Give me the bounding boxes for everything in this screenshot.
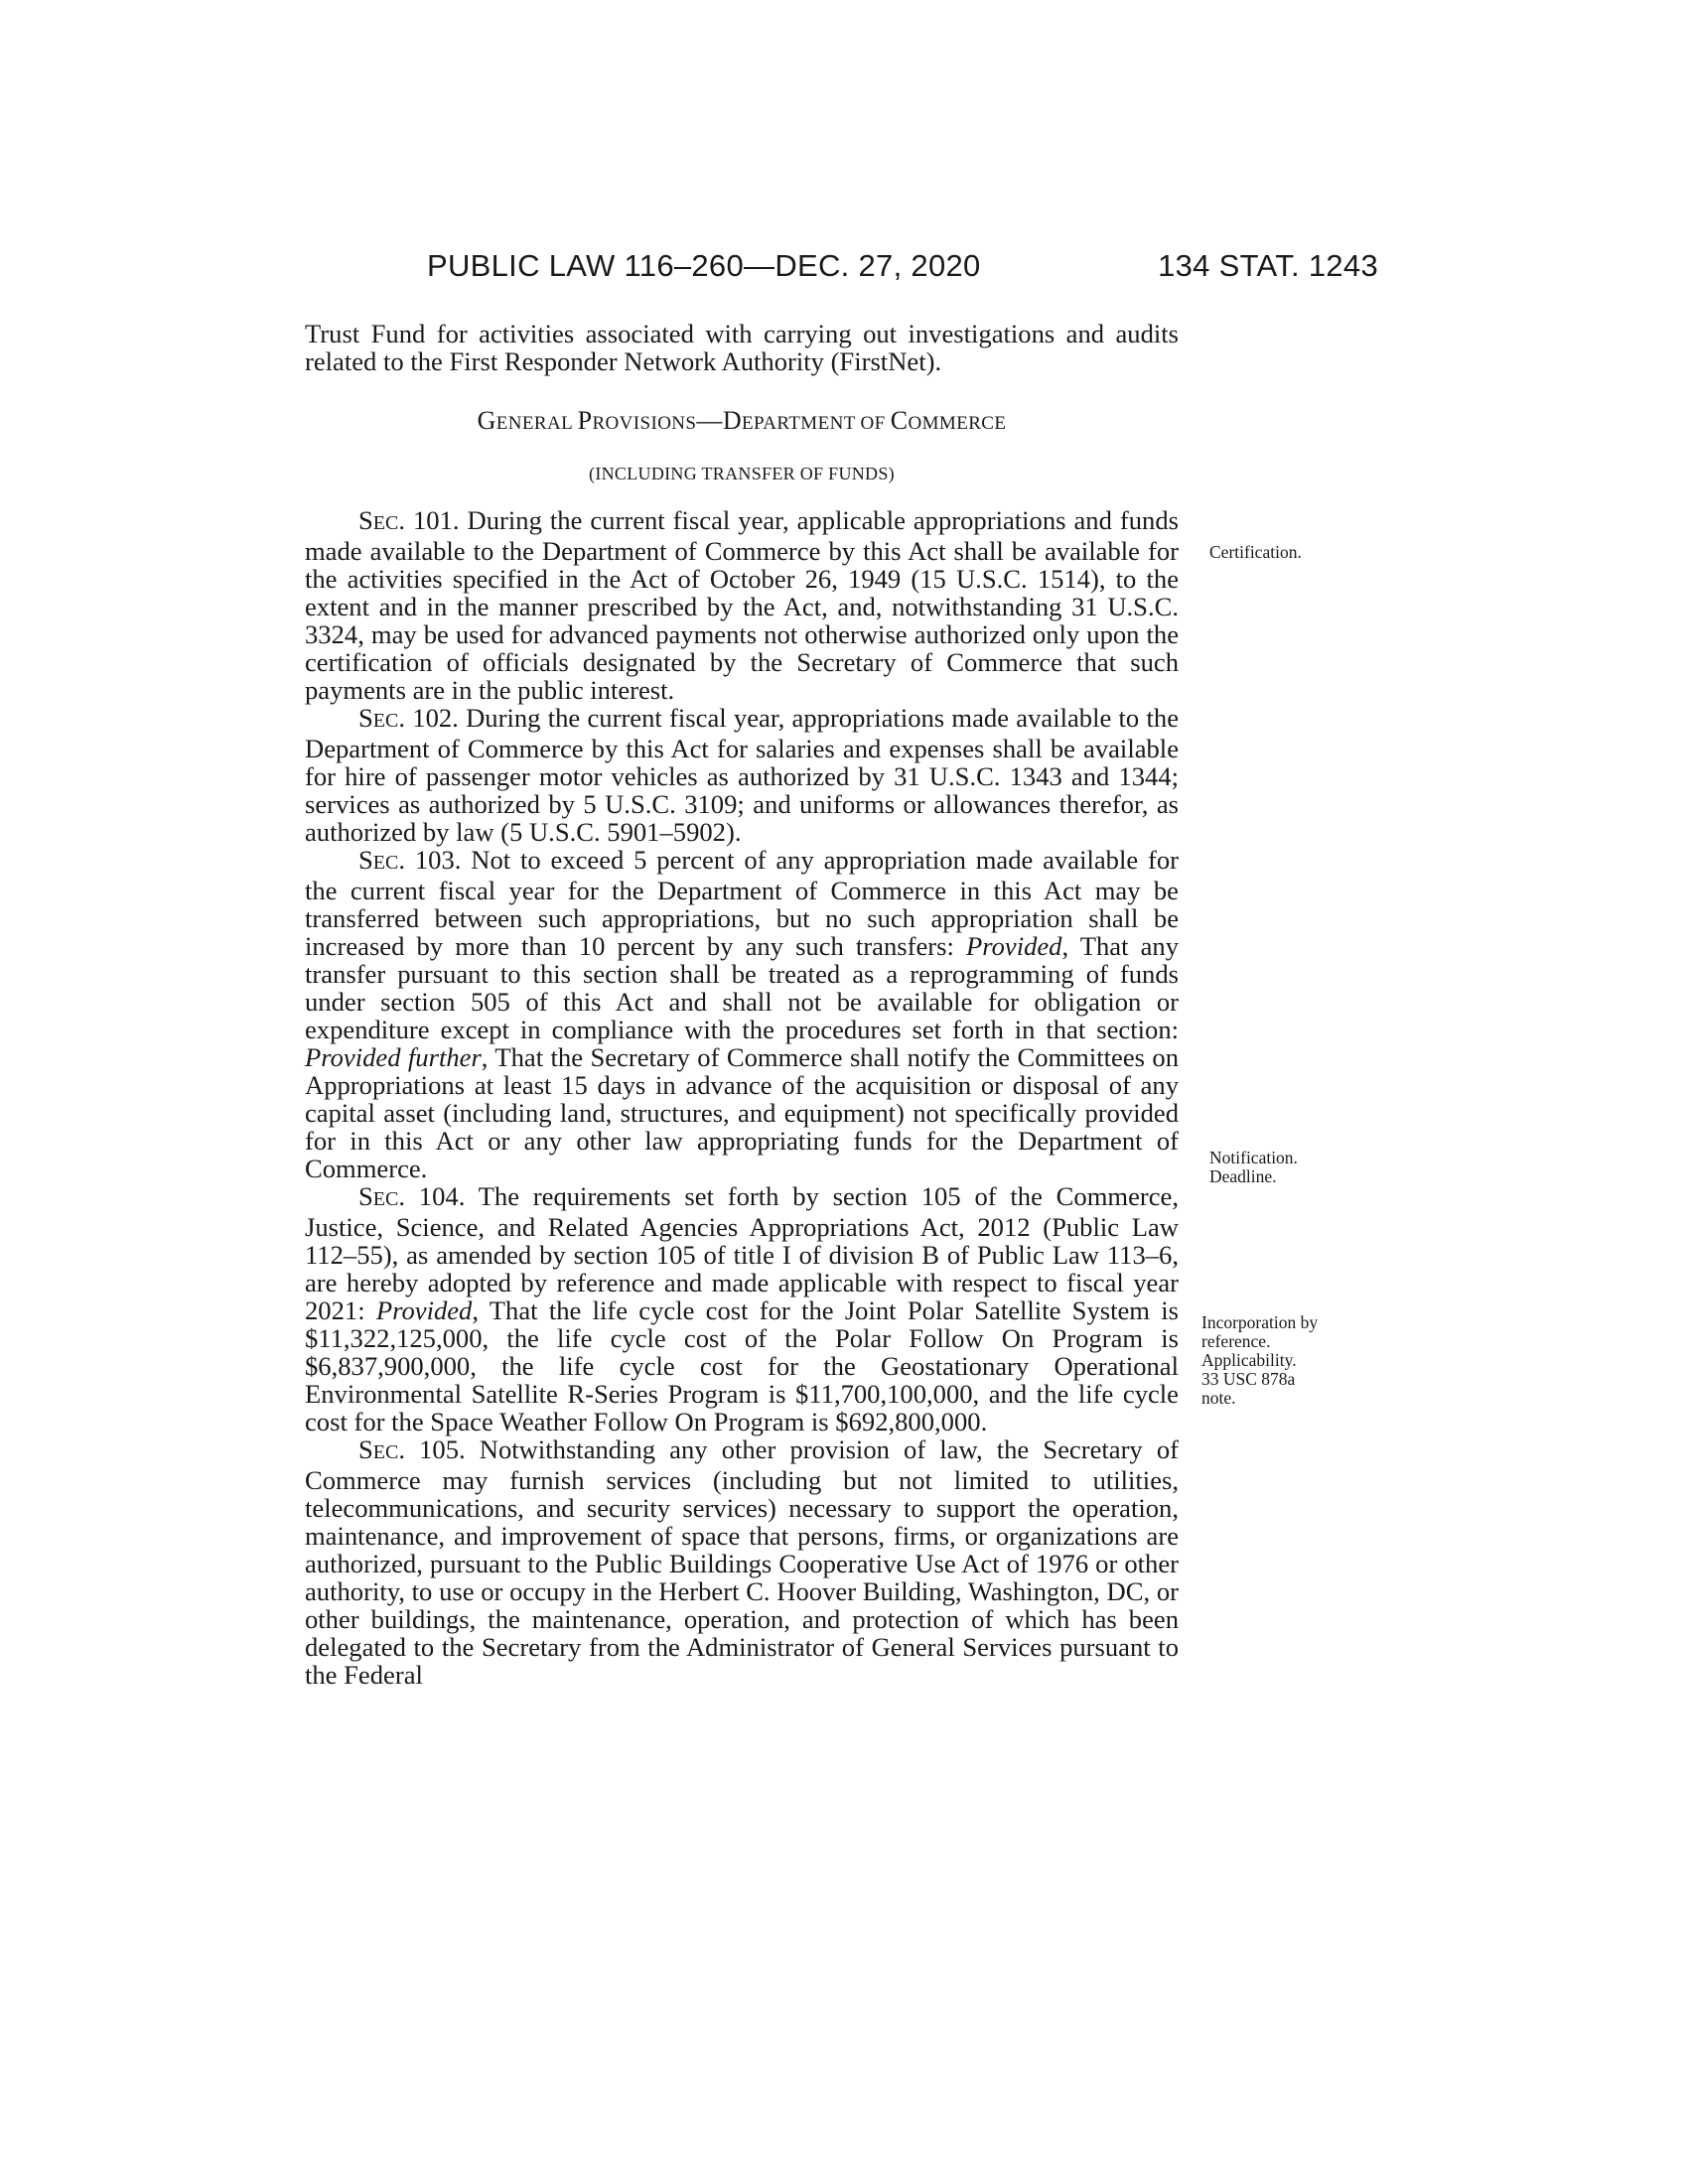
section-103: SEC. 103. Not to exceed 5 percent of any appropriation made available for the current fiscal year for the Department of Commerce in this Act may be transferred between such appropriations, but no such appropriation shall be increased by more than 10 percent by any such transfers: Provided, That any transfer pursuant to this section shall be treated as a reprogramming of funds under section 505 of this Act and shall not be available for obligation or expenditure except in compliance with the procedures set forth in that section: Provided further, That the Secretary of Commerce shall notify the Committees on Appropriations at least 15 days in advance of the acquisition or disposal of any capital asset (including land, structures, and equipment) not specifically provided for in this Act or any other law appropriating funds for the Department of Commerce.	[305, 845, 1180, 1183]
section-102: SEC. 102. During the current fiscal year, appropriations made available to the Department of Commerce by this Act for salaries and expenses shall be available for hire of passenger motor vehicles as authorized by 31 U.S.C. 1343 and 1344; services as authorized by 5 U.S.C. 3109; and uniforms or allowances therefor, as authorized by law (5 U.S.C. 5901–5902).	[305, 703, 1179, 847]
statute-page-reference: 134 STAT. 1243	[1158, 248, 1378, 283]
section-subheading: (INCLUDING TRANSFER OF FUNDS)	[589, 464, 895, 483]
law-title: PUBLIC LAW 116–260—DEC. 27, 2020	[427, 248, 981, 283]
section-105: SEC. 105. Notwithstanding any other provision of law, the Secretary of Commerce may furnish services (including but not limited to utilities, telecommunications, and security services) necessary to support the operation, maintenance, and improvement of space that persons, firms, or organizations are authorized, pursuant to the Public Buildings Cooperative Use Act of 1976 or other authority, to use or occupy in the Herbert C. Hoover Building, Washington, DC, or other buildings, the maintenance, operation, and protection of which has been delegated to the Secretary from the Administrator of General Services pursuant to the Federal	[305, 1434, 1179, 1690]
margin-note-notification: Notification. Deadline.	[1209, 1148, 1298, 1186]
section-heading: GENERAL PROVISIONS—DEPARTMENT OF COMMERCE	[477, 406, 1007, 435]
intro-paragraph: Trust Fund for activities associated with carrying out investigations and audits related to the First Responder Network Authority (FirstNet).	[305, 319, 1179, 376]
running-header	[427, 248, 1378, 288]
margin-note-incorporation: Incorporation by reference. Applicability. 33 USC 878a note.	[1201, 1312, 1319, 1408]
section-101: SEC. 101. During the current fiscal year, applicable appropriations and funds made available to the Department of Commerce by this Act shall be available for the activities specified in the Act of October 26, 1949 (15 U.S.C. 1514), to the extent and in the manner prescribed by the Act, and, notwithstanding 31 U.S.C. 3324, may be used for advanced payments not otherwise authorized only upon the certification of officials designated by the Secretary of Commerce that such payments are in the public interest.	[305, 505, 1179, 705]
margin-note-certification: Certification.	[1209, 542, 1302, 562]
main-text-column	[305, 320, 1179, 1689]
section-104: SEC. 104. The requirements set forth by section 105 of the Commerce, Justice, Science, and Related Agencies Appropriations Act, 2012 (Public Law 112–55), as amended by section 105 of title I of division B of Public Law 113–6, are hereby adopted by reference and made applicable with respect to fiscal year 2021: Provided, That the life cycle cost for the Joint Polar Satellite System is $11,322,125,000, the life cycle cost of the Polar Follow On Program is $6,837,900,000, the life cycle cost for the Geostationary Operational Environmental Satellite R-Series Program is $11,700,100,000, and the life cycle cost for the Space Weather Follow On Program is $692,800,000.	[305, 1181, 1179, 1436]
